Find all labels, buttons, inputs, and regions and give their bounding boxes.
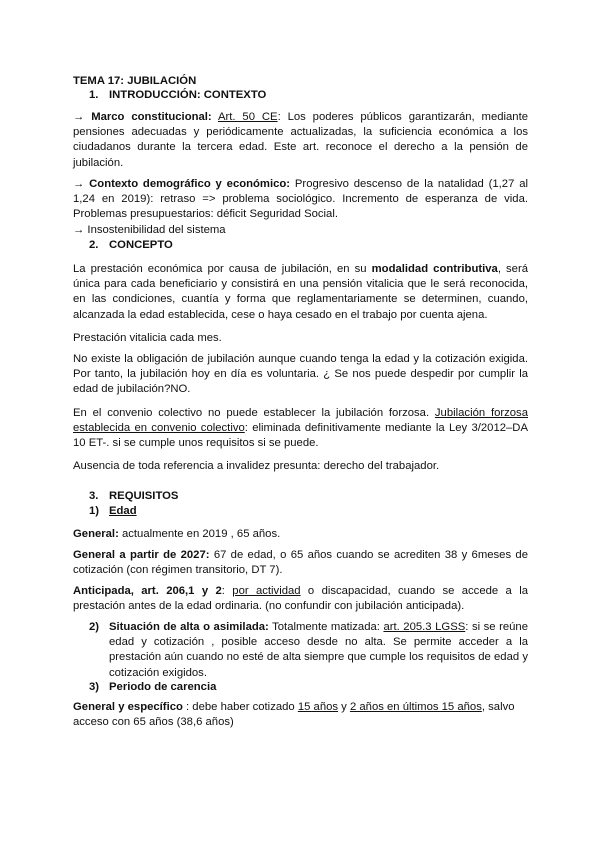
label-general-2027: General a partir de 2027: [73,549,210,561]
label-situacion-alta: Situación de alta o asimilada: [109,621,269,633]
label-anticipada: Anticipada, art. 206,1 y 2 [73,585,222,597]
text-contexto: Progresivo descenso de la natalidad (1,27 al 1,24 en 2019): retraso => problema sociológico. Incremento de esperanza de vida. Problemas presupuestarios: déficit Seguridad Social. [73,178,528,221]
paragraph-ausencia: Ausencia de toda referencia a invalidez presunta: derecho del trabajador. [73,460,440,472]
section-label: CONCEPTO [109,239,173,251]
colon: : [221,585,233,597]
text-concepto-b: , será única para cada beneficiario y consistirá en una pensión vitalicia que le será reconocida, en las condiciones, cuantía y forma que reglamentariamente se determinen, cuando, alcanzada la edad establecida, cese o haya cesado en el trabajo por cuenta ajena. [73,263,529,321]
text-marco: : Los poderes públicos garantizarán, mediante pensiones adecuadas y periódicamente actualizadas, la suficiencia económica a los ciudadanos durante la tercera edad. Este art. reconoce el derecho a la pensión de jubilación. [73,111,529,169]
section-number: 3. [89,490,99,502]
item-number: 1) [89,505,100,517]
paragraph-obligacion: No existe la obligación de jubilación aunque cuando tenga la edad y la cotización exigida. Por tanto, la jubilación hoy en día es voluntaria. ¿ Se nos puede despedir por cumplir la edad de jubilación?NO. [73,353,528,396]
ref-art-50: Art. 50 CE [217,111,278,123]
text-carencia-a: : debe haber cotizado [182,701,298,713]
label-marco: Marco constitucional: [91,111,212,123]
page-title: TEMA 17: JUBILACIÓN [73,75,197,87]
item-number: 3) [89,681,100,693]
section-label: INTRODUCCIÓN: CONTEXTO [109,89,267,101]
requisito-2-number: 2) [89,621,100,633]
paragraph-convenio [73,406,528,452]
section-3-heading [89,490,178,502]
ref-jubilacion-forzosa: Jubilación forzosa establecida en convenio colectivo [73,407,528,435]
text-concepto-a: La prestación económica por causa de jubilación, en su [73,263,372,275]
text-convenio-b: : eliminada definitivamente mediante la Ley 3/2012–DA 10 ET-. si se cumple unos requisitos si se puede. [73,422,528,450]
text-anticipada: o discapacidad, cuando se accede a la prestación antes de la edad ordinaria. (no confundir con jubilación anticipada). [73,585,528,613]
section-number: 2. [89,239,99,251]
item-label: Edad [109,505,137,517]
text-carencia-mid: y [338,701,350,713]
section-number: 1. [89,89,99,101]
requisito-3-heading [89,681,216,693]
text-general-2027: 67 de edad, o 65 años cuando se acrediten 38 y 6meses de cotización (con régimen transitorio, DT 7). [73,549,528,577]
text-carencia-b: , salvo acceso con 65 años (38,6 años) [73,701,515,729]
text-convenio-a: En el convenio colectivo no puede establecer la jubilación forzosa. [73,407,435,419]
paragraph-general [73,527,528,542]
text-general: actualmente en 2019 , 65 años. [118,528,281,540]
section-1-heading [89,89,266,101]
paragraph-general-2027 [73,548,528,578]
paragraph-carencia [73,700,528,730]
ref-art-205: art. 205.3 LGSS [383,621,466,633]
label-contexto: Contexto demográfico y económico: [89,178,291,190]
paragraph-marco [73,110,528,171]
paragraph-concepto [73,262,528,323]
text-situacion-a: Totalmente matizada: [268,621,384,633]
label-carencia: General y específico [73,701,183,713]
section-label: REQUISITOS [109,490,179,502]
paragraph-vitalicia: Prestación vitalicia cada mes. [73,332,222,344]
requisito-1-heading [89,505,137,517]
ref-15-anos: 15 años [297,701,339,713]
section-2-heading [89,239,173,251]
arrow-icon: → [73,111,85,123]
item-label: Periodo de carencia [109,681,217,693]
arrow-icon: → [73,178,85,190]
paragraph-contexto [73,177,528,223]
paragraph-insostenibilidad: → Insostenibilidad del sistema [73,224,226,236]
text-situacion-b: : si se reúne edad y cotización , posible acceso desde no alta. Se permite acceder a la prestación aún cuando no esté de alta siempre que cumple los requisitos de edad y cotización exigidos. [109,621,528,679]
requisito-2-paragraph [109,620,528,681]
ref-2-anos: 2 años en últimos 15 años [349,701,482,713]
paragraph-anticipada [73,584,528,614]
label-general: General: [73,528,119,540]
ref-por-actividad: por actividad [232,585,301,597]
bold-modalidad: modalidad contributiva [371,263,498,275]
